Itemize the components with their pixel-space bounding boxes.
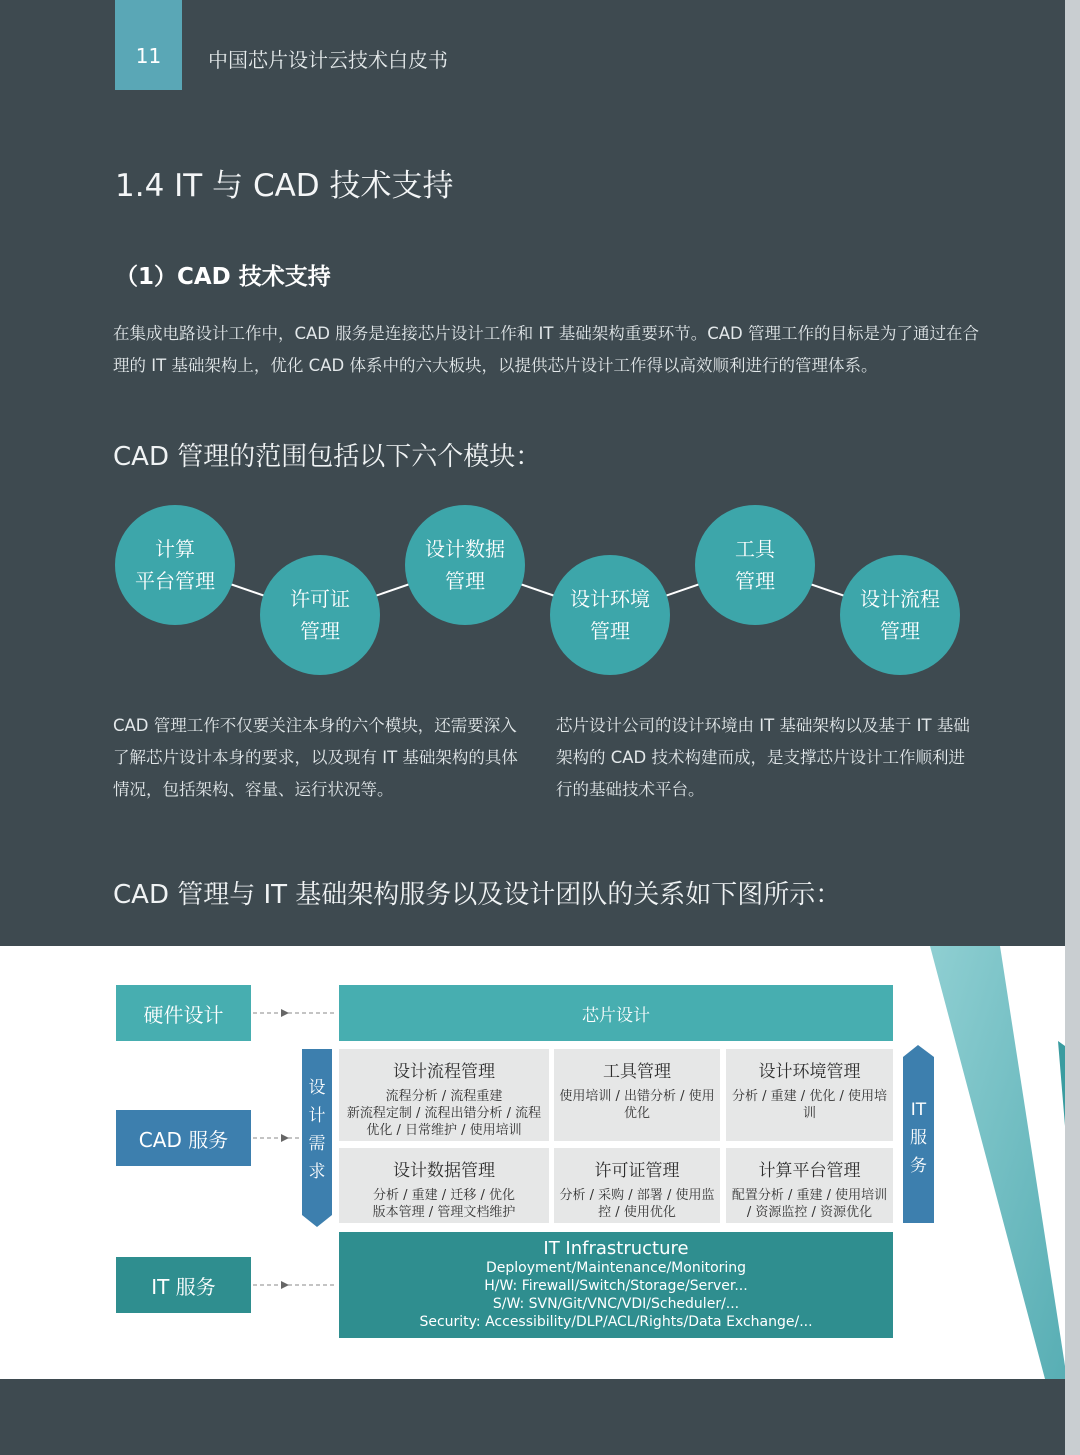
cell-compute-platform: [726, 1148, 893, 1223]
right-paragraph: 芯片设计公司的设计环境由 IT 基础架构以及基于 IT 基础架构的 CAD 技术构建而成，是支撑芯片设计工作顺利进行的基础技术平台。: [556, 716, 970, 799]
cell-design-data: [339, 1148, 549, 1223]
modules-heading: CAD 管理的范围包括以下六个模块：: [113, 442, 542, 472]
hardware-design-box: 硬件设计: [116, 985, 251, 1041]
modules-diagram: [110, 500, 970, 685]
module-license: 许可证 管理: [260, 555, 380, 675]
cell-desc: 分析 / 重建 / 优化 / 使用培训: [732, 1089, 887, 1121]
module-design-flow: 设计流程 管理: [840, 555, 960, 675]
cell-title: 工具管理: [603, 1062, 671, 1082]
page-number: 11: [135, 44, 162, 68]
infra-title: IT Infrastructure: [543, 1238, 689, 1259]
infra-line: S/W: SVN/Git/VNC/VDI/Scheduler/...: [492, 1296, 740, 1312]
page-edge-strip: [1065, 0, 1080, 1455]
module-design-data: 设计数据 管理: [405, 505, 525, 625]
cell-design-flow: [339, 1049, 549, 1141]
cell-tools: [554, 1049, 720, 1141]
cell-title: 许可证管理: [594, 1161, 680, 1181]
section-title: 1.4 IT 与 CAD 技术支持: [115, 168, 454, 204]
cell-design-environment: [726, 1049, 893, 1141]
infra-line: Deployment/Maintenance/Monitoring: [485, 1260, 747, 1276]
cell-desc: 分析 / 重建 / 迁移 / 优化 版本管理 / 管理文档维护: [372, 1188, 516, 1220]
module-design-environment: 设计环境 管理: [550, 555, 670, 675]
design-requirement-label: 设 计 需 求: [308, 1078, 326, 1182]
module-compute-platform: 计算 平台管理: [115, 505, 235, 625]
cell-license: [554, 1148, 720, 1223]
cell-desc: 分析 / 采购 / 部署 / 使用监控 / 使用优化: [559, 1188, 715, 1220]
it-infrastructure-box: [339, 1232, 893, 1338]
cell-title: 计算平台管理: [758, 1161, 861, 1181]
infra-line: H/W: Firewall/Switch/Storage/Server...: [484, 1278, 748, 1294]
subsection-title: （1）CAD 技术支持: [115, 264, 331, 290]
cell-title: 设计环境管理: [758, 1062, 861, 1082]
arrow-hardware-icon: [253, 1008, 337, 1018]
relationship-diagram: [0, 946, 1065, 1379]
relationship-heading: CAD 管理与 IT 基础架构服务以及设计团队的关系如下图所示：: [113, 880, 842, 910]
arrow-cad-icon: [253, 1133, 301, 1143]
module-tools: 工具 管理: [695, 505, 815, 625]
left-paragraph: CAD 管理工作不仅要关注本身的六个模块，还需要深入了解芯片设计本身的要求，以及现有 IT 基础架构的具体情况，包括架构、容量、运行状况等。: [113, 716, 518, 799]
module-connectors: [110, 500, 970, 685]
cell-desc: 使用培训 / 出错分析 / 使用优化: [559, 1089, 715, 1121]
footer-band: [0, 1380, 1065, 1455]
cad-service-box: CAD 服务: [116, 1110, 251, 1166]
cell-title: 设计流程管理: [393, 1062, 495, 1082]
chip-design-bar: 芯片设计: [339, 985, 893, 1041]
cell-desc: 配置分析 / 重建 / 使用培训 / 资源监控 / 资源优化: [731, 1188, 888, 1220]
arrow-it-icon: [253, 1280, 337, 1290]
page-number-tab: [115, 0, 182, 90]
it-service-label: IT 服 务: [910, 1100, 927, 1176]
it-service-box: IT 服务: [116, 1257, 251, 1313]
infra-line: Security: Accessibility/DLP/ACL/Rights/Data Exchange/...: [419, 1314, 813, 1330]
cell-title: 设计数据管理: [393, 1161, 495, 1181]
document-title: 中国芯片设计云技术白皮书: [208, 48, 448, 72]
intro-paragraph: 在集成电路设计工作中，CAD 服务是连接芯片设计工作和 IT 基础架构重要环节。CAD 管理工作的目标是为了通过在合理的 IT 基础架构上，优化 CAD 体系中的六大板块，以提供芯片设计工作得以高效顺利进行的管理体系。: [113, 324, 979, 375]
cell-desc: 流程分析 / 流程重建 新流程定制 / 流程出错分析 / 流程优化 / 日常维护 / 使用培训: [346, 1089, 542, 1138]
